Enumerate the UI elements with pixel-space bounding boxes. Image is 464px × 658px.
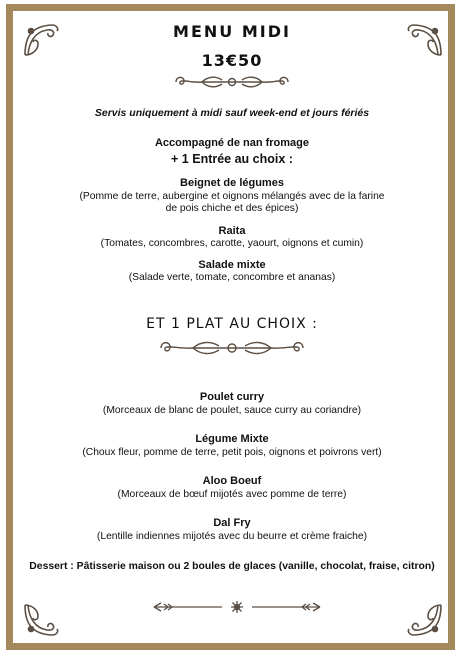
main-name: Poulet curry: [199, 391, 265, 403]
arrow-divider-icon: [152, 600, 322, 614]
entree-name: Beignet de légumes: [180, 177, 284, 189]
entree-description: de pois chiche et des épices): [165, 203, 299, 214]
entree-name: Raita: [218, 225, 246, 237]
dessert-text: Dessert : Pâtisserie maison ou 2 boules de glaces (vanille, chocolat, fraise, citron): [29, 561, 435, 572]
main-section-title: ET 1 PLAT AU CHOIX :: [146, 316, 318, 332]
menu-price: 13€50: [201, 51, 263, 70]
service-notice: Servis uniquement à midi sauf week-end et jours fériés: [94, 107, 370, 119]
entree-description: (Pomme de terre, aubergine et oignons mélangés avec de la farine: [79, 191, 385, 202]
entree-choice-heading: + 1 Entrée au choix :: [171, 152, 293, 166]
corner-flourish-icon: [404, 602, 444, 638]
main-description: (Morceaux de bœuf mijotés avec pomme de terre): [117, 489, 347, 500]
main-description: (Choux fleur, pomme de terre, petit pois, oignons et poivrons vert): [82, 447, 382, 458]
entree-description: (Tomates, concombres, carotte, yaourt, oignons et cumin): [100, 238, 364, 249]
entree-name: Salade mixte: [198, 259, 266, 271]
main-description: (Lentille indiennes mijotés avec du beurre et crème fraiche): [96, 531, 368, 542]
scroll-divider-icon: [157, 338, 307, 358]
main-name: Aloo Boeuf: [202, 475, 262, 487]
entree-description: (Salade verte, tomate, concombre et ananas): [128, 272, 336, 283]
scroll-divider-icon: [172, 73, 292, 91]
main-name: Dal Fry: [213, 517, 251, 529]
accompaniment-text: Accompagné de nan fromage: [154, 137, 310, 149]
main-description: (Morceaux de blanc de poulet, sauce curry au coriandre): [102, 405, 362, 416]
main-name: Légume Mixte: [195, 433, 269, 445]
corner-flourish-icon: [22, 602, 62, 638]
menu-title: MENU MIDI: [173, 22, 291, 41]
